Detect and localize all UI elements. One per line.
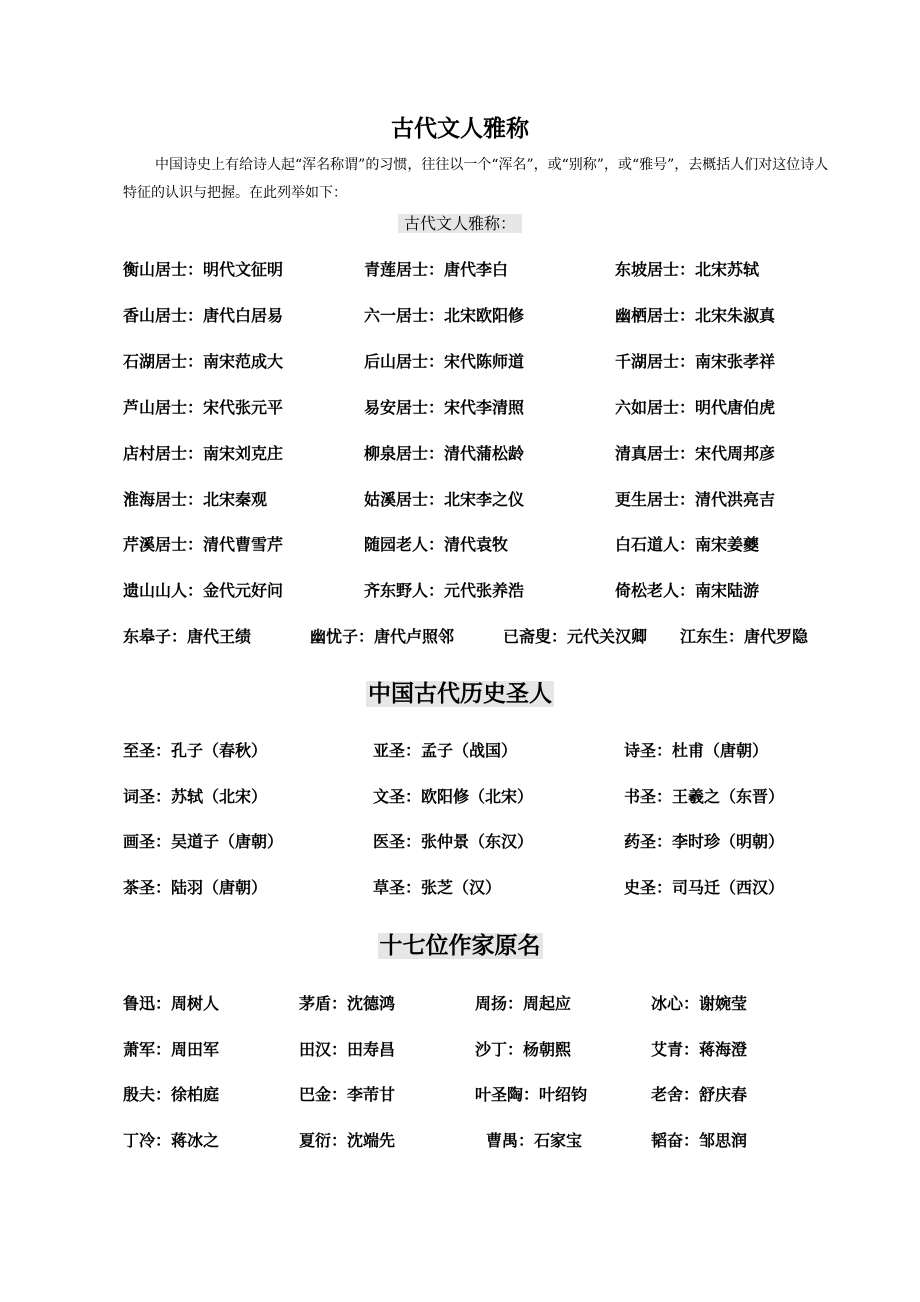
list-row	[0, 487, 920, 513]
list-item: 更生居士：清代洪亮吉	[615, 489, 776, 509]
list-item: 易安居士：宋代李清照	[364, 397, 525, 417]
list-item: 倚松老人：南宋陆游	[615, 581, 760, 601]
list-item: 殷夫：徐柏庭	[123, 1085, 220, 1105]
list-item: 青莲居士：唐代李白	[364, 260, 509, 279]
section-title-ancient-sages	[0, 679, 920, 709]
list-item: 韬奋：邹思润	[651, 1130, 748, 1150]
list-row	[0, 578, 920, 604]
section-title-text: 十七位作家原名	[379, 933, 541, 959]
subtitle-literati-names	[0, 211, 920, 237]
list-item: 幽忧子：唐代卢照邻	[310, 627, 455, 647]
section-title-literati-names	[0, 114, 920, 144]
list-row	[0, 395, 920, 421]
list-item: 清真居士：宋代周邦彦	[615, 443, 776, 463]
section-title-text: 中国古代历史圣人	[368, 681, 552, 707]
list-item: 芦山居士：宋代张元平	[123, 397, 284, 417]
list-item: 江东生：唐代罗隐	[680, 627, 809, 647]
list-item: 画圣：吴道子（唐朝）	[123, 832, 284, 852]
list-row	[0, 829, 920, 855]
list-item: 东坡居士：北宋苏轼	[615, 260, 760, 279]
intro-text: 中国诗史上有给诗人起“浑名称谓”的习惯，往往以一个“浑名”，或“别称”，或“雅号”，去概括人们对这位诗人特征的认识与把握。在此列举如下：	[123, 157, 829, 201]
list-item: 史圣：司马迁（西汉）	[624, 878, 785, 898]
list-row	[0, 624, 920, 650]
list-item: 至圣：孔子（春秋）	[123, 741, 268, 760]
list-item: 沙丁：杨朝熙	[475, 1039, 572, 1059]
list-item: 已斋叟：元代关汉卿	[503, 627, 648, 647]
list-item: 遗山山人：金代元好问	[123, 581, 284, 601]
list-item: 衡山居士：明代文征明	[123, 260, 284, 279]
list-row	[0, 1128, 920, 1154]
list-item: 鲁迅：周树人	[123, 994, 220, 1013]
list-item: 茅盾：沈德鸿	[299, 994, 396, 1013]
subtitle-text: 古代文人雅称：	[398, 214, 522, 233]
list-item: 丁冷：蒋冰之	[123, 1130, 220, 1150]
list-item: 老舍：舒庆春	[651, 1085, 748, 1105]
list-item: 药圣：李时珍（明朝）	[624, 832, 785, 852]
list-item: 艾青：蒋海澄	[651, 1039, 748, 1059]
list-item: 姑溪居士：北宋李之仪	[364, 489, 525, 509]
list-item: 词圣：苏轼（北宋）	[123, 786, 268, 806]
list-row	[0, 532, 920, 558]
list-row	[0, 303, 920, 329]
list-row	[0, 1082, 920, 1108]
list-item: 芹溪居士：清代曹雪芹	[123, 535, 284, 555]
list-item: 东皋子：唐代王绩	[123, 627, 252, 647]
list-row	[0, 1037, 920, 1063]
list-row	[0, 257, 920, 283]
list-item: 白石道人：南宋姜夔	[615, 535, 760, 555]
list-item: 文圣：欧阳修（北宋）	[373, 786, 534, 806]
list-row	[0, 349, 920, 375]
list-item: 茶圣：陆羽（唐朝）	[123, 878, 268, 898]
list-row	[0, 441, 920, 467]
list-item: 巴金：李芾甘	[299, 1085, 396, 1105]
intro-paragraph	[123, 151, 835, 207]
list-item: 千湖居士：南宋张孝祥	[615, 351, 776, 371]
list-item: 齐东野人：元代张养浩	[364, 581, 525, 601]
list-item: 后山居士：宋代陈师道	[364, 351, 525, 371]
list-item: 石湖居士：南宋范成大	[123, 351, 284, 371]
list-item: 夏衍：沈端先	[299, 1130, 396, 1150]
list-row	[0, 738, 920, 764]
list-item: 幽栖居士：北宋朱淑真	[615, 305, 776, 325]
list-item: 书圣：王羲之（东晋）	[624, 786, 785, 806]
list-item: 叶圣陶：叶绍钧	[475, 1085, 588, 1105]
list-item: 曹禺：石家宝	[486, 1130, 583, 1150]
list-item: 萧军：周田军	[123, 1039, 220, 1059]
list-item: 草圣：张芝（汉）	[373, 878, 502, 898]
list-item: 诗圣：杜甫（唐朝）	[624, 741, 769, 760]
list-item: 随园老人：清代袁牧	[364, 535, 509, 555]
list-item: 冰心：谢婉莹	[651, 994, 748, 1013]
section-title-writer-real-names	[0, 931, 920, 961]
list-row	[0, 991, 920, 1017]
list-item: 六如居士：明代唐伯虎	[615, 397, 776, 417]
list-item: 六一居士：北宋欧阳修	[364, 305, 525, 325]
list-item: 医圣：张仲景（东汉）	[373, 832, 534, 852]
list-item: 周扬：周起应	[475, 994, 572, 1013]
list-item: 淮海居士：北宋秦观	[123, 489, 268, 509]
list-item: 店村居士：南宋刘克庄	[123, 443, 284, 463]
list-row	[0, 875, 920, 901]
list-item: 香山居士：唐代白居易	[123, 305, 284, 325]
list-row	[0, 784, 920, 810]
list-item: 柳泉居士：清代蒲松龄	[364, 443, 525, 463]
section-title-text: 古代文人雅称	[391, 116, 529, 142]
list-item: 亚圣：孟子（战国）	[373, 741, 518, 760]
list-item: 田汉：田寿昌	[299, 1039, 396, 1059]
